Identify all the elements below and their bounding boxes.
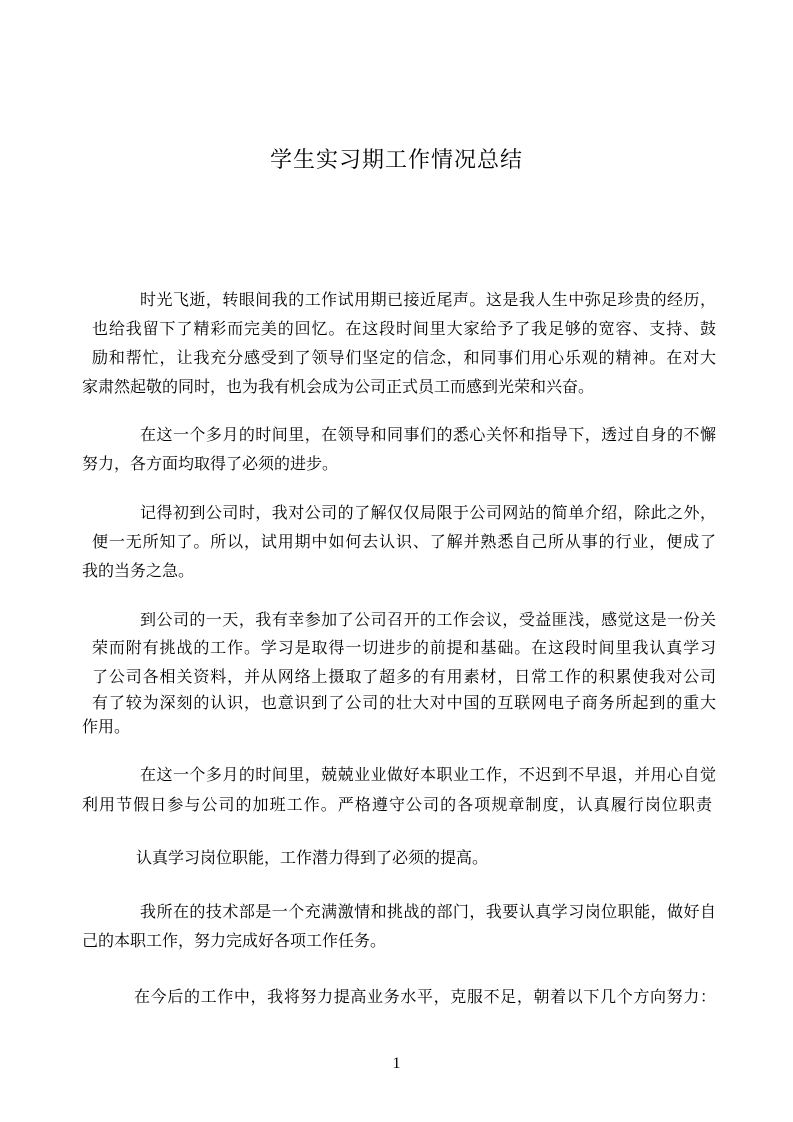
- text-line: 了公司各相关资料，并从网络上摄取了超多的有用素材，日常工作的积累使我对公司: [92, 667, 716, 686]
- text-line: 在今后的工作中，我将努力提高业务水平，克服不足，朝着以下几个方向努力：: [134, 987, 716, 1006]
- text-line: 荣而附有挑战的工作。学习是取得一切进步的前提和基础。在这段时间里我认真学习: [92, 638, 716, 657]
- text-line: 利用节假日参与公司的加班工作。严格遵守公司的各项规章制度，认真履行岗位职责: [82, 795, 712, 814]
- text-line: 时光飞逝，转眼间我的工作试用期已接近尾声。这是我人生中弥足珍贵的经历，: [140, 290, 716, 309]
- text-line: 到公司的一天，我有幸参加了公司召开的工作会议，受益匪浅，感觉这是一份关: [140, 610, 716, 629]
- document-title: 学生实习期工作情况总结: [269, 148, 523, 173]
- text-line: 努力，各方面均取得了必须的进步。: [82, 454, 339, 473]
- text-line: 在这一个多月的时间里，兢兢业业做好本职业工作，不迟到不早退，并用心自觉: [140, 765, 716, 784]
- text-line: 在这一个多月的时间里，在领导和同事们的悉心关怀和指导下，透过自身的不懈: [140, 425, 716, 444]
- text-line: 也给我留下了精彩而完美的回忆。在这段时间里大家给予了我足够的宽容、支持、鼓: [92, 319, 716, 338]
- text-line: 便一无所知了。所以，试用期中如何去认识、了解并熟悉自己所从事的行业，便成了: [92, 532, 716, 551]
- text-line: 家肃然起敬的同时，也为我有机会成为公司正式员工而感到光荣和兴奋。: [82, 377, 595, 396]
- text-line: 我的当务之急。: [82, 561, 195, 580]
- text-line: 我所在的技术部是一个充满激情和挑战的部门，我要认真学习岗位职能，做好自: [140, 902, 716, 921]
- text-line: 有了较为深刻的认识，也意识到了公司的壮大对中国的互联网电子商务所起到的重大: [92, 693, 716, 712]
- text-line: 认真学习岗位职能，工作潜力得到了必须的提高。: [136, 848, 489, 867]
- page-number: 1: [392, 1055, 401, 1072]
- text-line: 作用。: [82, 717, 131, 736]
- text-line: 记得初到公司时，我对公司的了解仅仅局限于公司网站的简单介绍，除此之外，: [140, 503, 716, 522]
- text-line: 励和帮忙，让我充分感受到了领导们坚定的信念，和同事们用心乐观的精神。在对大: [92, 348, 716, 367]
- text-line: 己的本职工作，努力完成好各项工作任务。: [82, 931, 387, 950]
